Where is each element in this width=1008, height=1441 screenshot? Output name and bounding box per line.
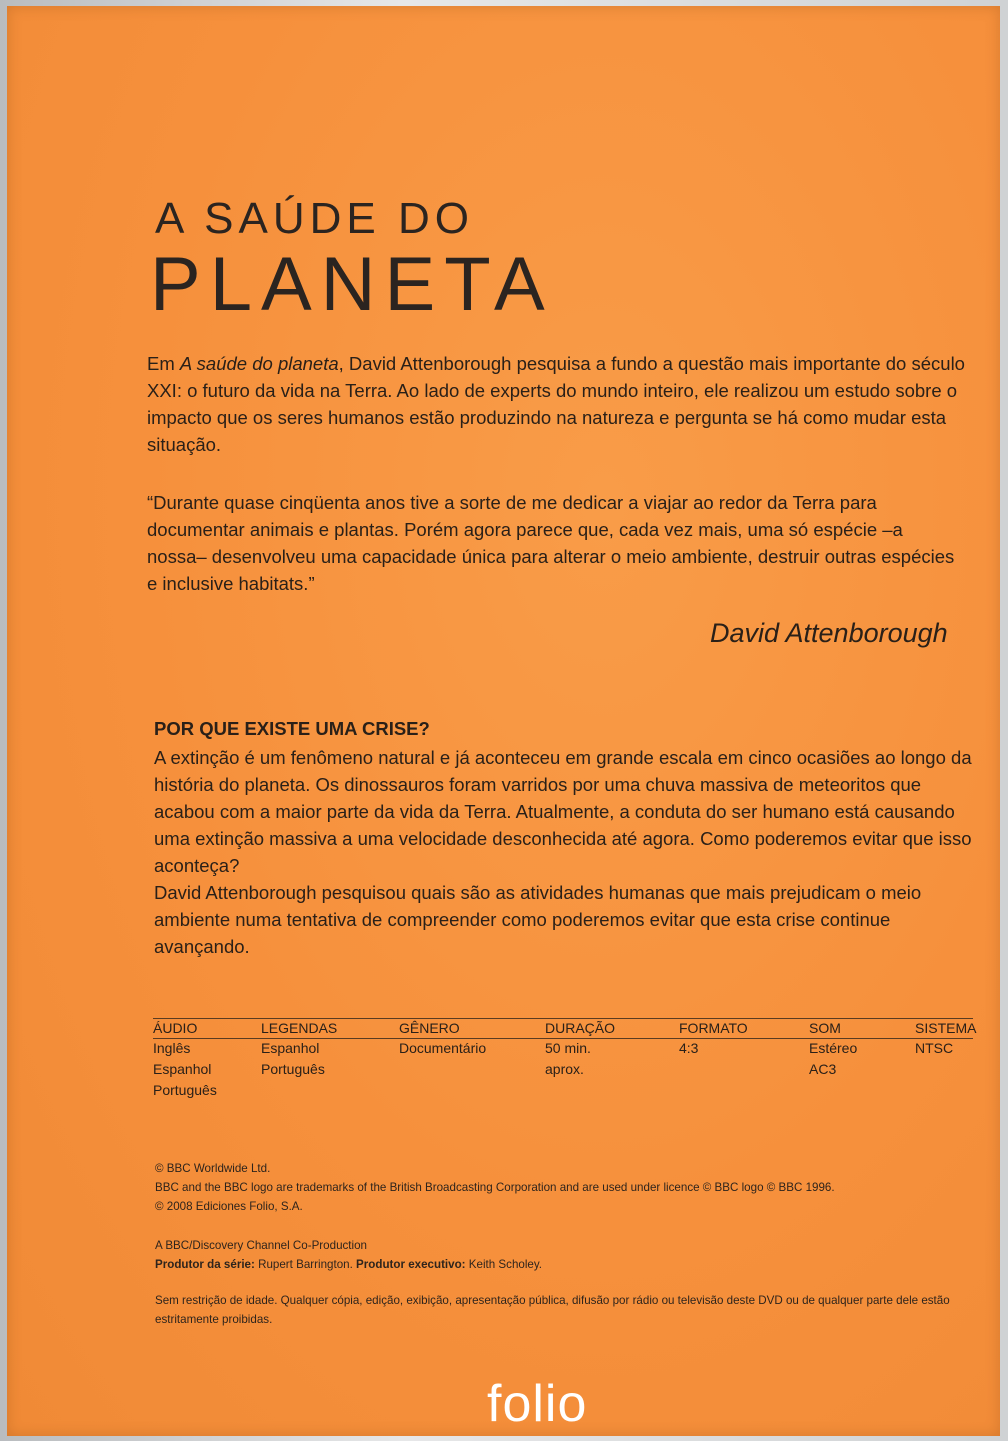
specs-value: Português bbox=[261, 1061, 325, 1077]
specs-value: NTSC bbox=[915, 1040, 954, 1056]
copyright-line: © 2008 Ediciones Folio, S.A. bbox=[155, 1200, 303, 1213]
specs-value: 50 min. bbox=[545, 1040, 591, 1056]
producer-label: Produtor da série: bbox=[155, 1258, 255, 1271]
specs-col-format bbox=[679, 1018, 748, 1059]
specs-value: Português bbox=[153, 1082, 217, 1098]
crisis-paragraph-2: David Attenborough pesquisou quais são as atividades humanas que mais prejudicam o meio ambiente numa tentativa de compreender como poderemos evitar que esta crise continue avançando. bbox=[154, 882, 922, 957]
specs-header: DURAÇÃO bbox=[545, 1020, 616, 1036]
specs-value: 4:3 bbox=[679, 1040, 699, 1056]
specs-value: Espanhol bbox=[153, 1061, 212, 1077]
producer-line bbox=[155, 1255, 975, 1274]
specs-header: ÁUDIO bbox=[153, 1020, 198, 1036]
specs-header: SOM bbox=[809, 1020, 841, 1036]
specs-header: LEGENDAS bbox=[261, 1020, 338, 1036]
intro-body: , David Attenborough pesquisa a fundo a questão mais importante do século XXI: o futuro da vida na Terra. Ao lado de experts do mundo inteiro, ele realizou um estudo sobre o impacto que os seres humanos estão produzindo na natureza e pergunta se há como mudar esta situação. bbox=[147, 353, 965, 455]
specs-col-system bbox=[915, 1018, 976, 1059]
restriction-notice: Sem restrição de idade. Qualquer cópia, edição, exibição, apresentação pública, difusão por rádio ou televisão deste DVD ou de qualquer parte dele estão estritamente proibidas. bbox=[155, 1294, 950, 1326]
specs-col-sound bbox=[809, 1018, 857, 1080]
crisis-paragraph-1: A extinção é um fenômeno natural e já aconteceu em grande escala em cinco ocasiões ao longo da história do planeta. Os dinossauros foram varridos por uma chuva massiva de meteoritos que acabou com a maior parte da vida da Terra. Atualmente, a conduta do ser humano está causando uma extinção massiva a uma velocidade desconhecida até agora. Como poderemos evitar que isso aconteça? bbox=[154, 747, 972, 876]
specs-value: Inglês bbox=[153, 1040, 191, 1056]
specs-value: aprox. bbox=[545, 1061, 584, 1077]
quote-author: David Attenborough bbox=[710, 618, 948, 648]
exec-producer-label: Produtor executivo: bbox=[352, 1258, 466, 1271]
specs-header: SISTEMA bbox=[915, 1020, 977, 1036]
specs-value: Documentário bbox=[399, 1040, 487, 1056]
specs-col-duration bbox=[545, 1018, 615, 1080]
crisis-heading: POR QUE EXISTE UMA CRISE? bbox=[154, 718, 430, 739]
specs-header: FORMATO bbox=[679, 1020, 748, 1036]
quote-paragraph: “Durante quase cinqüenta anos tive a sorte de me dedicar a viajar ao redor da Terra para documentar animais e plantas. Porém agora parece que, cada vez mais, uma só espécie –a nossa– desenvolveu uma capacidade única para alterar o meio ambiente, destruir outras espécies e inclusive habitats.” bbox=[147, 492, 955, 594]
coproduction-line: A BBC/Discovery Channel Co-Production bbox=[155, 1239, 368, 1252]
title-line-1: A SAÚDE DO bbox=[155, 194, 474, 243]
exec-producer-name: Keith Scholey. bbox=[465, 1258, 543, 1271]
specs-col-subtitles bbox=[261, 1018, 337, 1080]
title-line-2: PLANETA bbox=[150, 242, 554, 327]
dvd-back-cover bbox=[7, 6, 1000, 1436]
credits-block bbox=[155, 1236, 975, 1274]
producer-name: Rupert Barrington. bbox=[254, 1258, 353, 1271]
copyright-block bbox=[155, 1159, 975, 1216]
intro-prefix: Em bbox=[147, 353, 180, 374]
specs-value: AC3 bbox=[809, 1061, 837, 1077]
specs-header: GÊNERO bbox=[399, 1020, 460, 1036]
specs-value: Espanhol bbox=[261, 1040, 320, 1056]
specs-col-genre bbox=[399, 1018, 486, 1059]
crisis-body bbox=[154, 744, 974, 960]
folio-logo: folio bbox=[487, 1375, 588, 1433]
copyright-line: © BBC Worldwide Ltd. bbox=[155, 1162, 271, 1175]
intro-paragraph bbox=[147, 350, 967, 458]
trademark-line: BBC and the BBC logo are trademarks of the British Broadcasting Corporation and are used under licence © BBC logo © BBC 1996. bbox=[155, 1181, 835, 1194]
specs-value: Estéreo bbox=[809, 1040, 858, 1056]
intro-title-italic: A saúde do planeta bbox=[179, 353, 339, 374]
specs-col-audio bbox=[153, 1018, 217, 1101]
